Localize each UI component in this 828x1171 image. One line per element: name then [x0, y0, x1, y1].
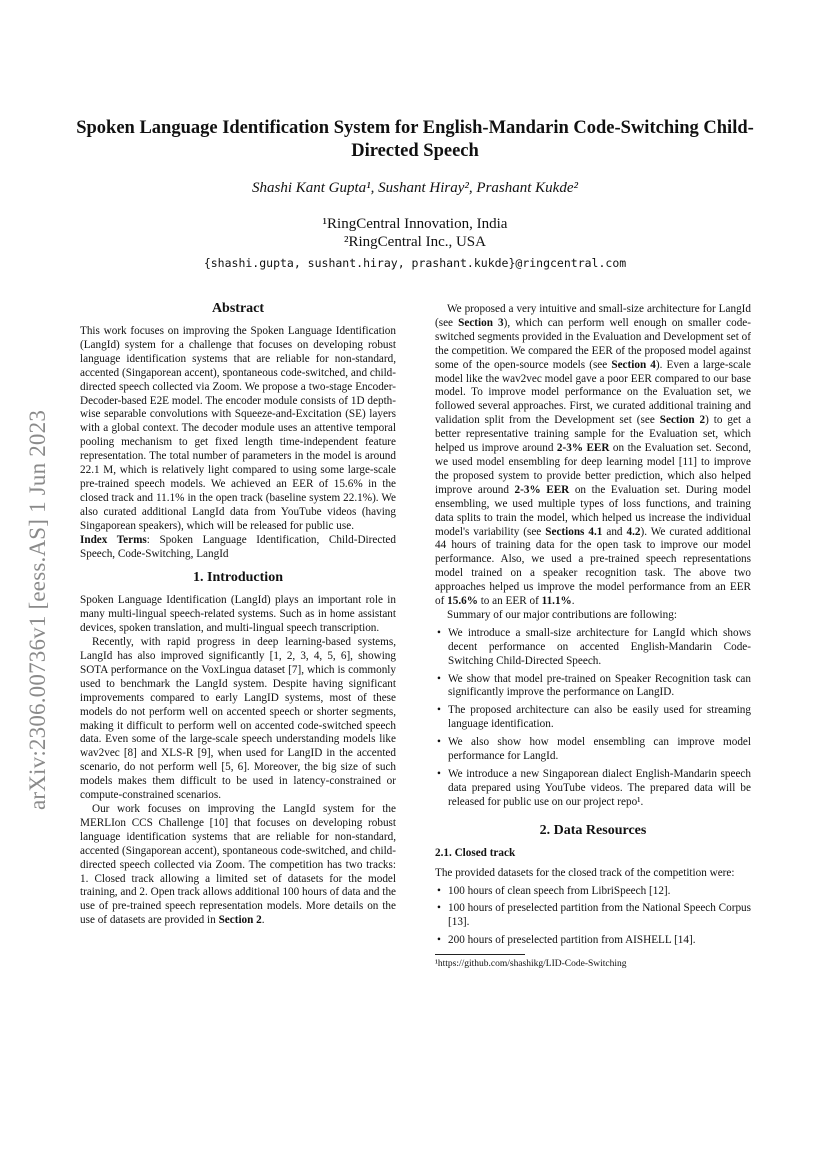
author-emails: {shashi.gupta, sushant.hiray, prashant.kukde}@ringcentral.com: [203, 256, 627, 270]
index-terms: [80, 534, 396, 562]
affiliation-1: ¹RingCentral Innovation, India: [322, 216, 508, 232]
affiliations: [70, 215, 760, 251]
abstract-text: This work focuses on improving the Spoken Language Identification (LangId) system for a challenge that focuses on developing robust language identification systems that are reliable for non-standard, accented (Singaporean accent), spontaneous code-switched, and child-directed speech collected via Zoom. We propose a two-stage Encoder-Decoder-based E2E model. The encoder module consists of 1D depth-wise separable convolutions with Squeeze-and-Excitation (SE) layers with a global context. The decoder module uses an attentive temporal pooling mechanism to get fixed length time-independent feature representation. The total number of parameters in the model is around 22.1 M, which is relatively light compared to using some large-scale pre-trained speech models. We achieved an EER of 15.6% in the closed track and 11.1% in the open track (baseline system 22.1%). We also curated additional LangId data from YouTube videos (having Singaporean speakers), which will be released for public use.: [80, 325, 396, 532]
list-item: • The proposed architecture can also be easily used for streaming language identification.: [448, 704, 751, 732]
intro-paragraph-3: Our work focuses on improving the LangId system for the MERLIon CCS Challenge [10] that focuses on developing robust language identification systems that are reliable for non-standard, accented (Singaporean accent), spontaneous code-switched, and child-directed speech collected via Zoom. The competition has two tracks: 1. Closed track allowing a limited set of datasets for the model training, and 2. Open track allows additional 100 hours of data and the use of pre-trained speech representation models. More details on the use of datasets are provided in Section 2.: [80, 803, 396, 927]
list-item: • We also show how model ensembling can improve model performance for LangId.: [448, 736, 751, 764]
left-column: [80, 300, 396, 928]
intro-paragraph-1: Spoken Language Identification (LangId) plays an important role in many multi-lingual speech-related systems. Such as in home assistant devices, spoken translation, and multi-lingual speech transcription.: [80, 594, 396, 635]
abstract-heading: Abstract: [211, 301, 265, 316]
index-terms-text: : Spoken Language Identification, Child-Directed Speech, Code-Switching, LangId: [80, 533, 396, 560]
closed-track-text: The provided datasets for the closed track of the competition were:: [435, 866, 735, 879]
list-item: • We introduce a small-size architecture for LangId which shows decent performance on accented English-Mandarin Code-Switching Child-Directed Speech.: [448, 627, 751, 669]
right-column: [435, 303, 751, 972]
closed-track-heading: 2.1. Closed track: [435, 846, 516, 859]
summary-intro: Summary of our major contributions are following:: [447, 608, 677, 621]
list-item: • We introduce a new Singaporean dialect English-Mandarin speech data prepared using YouTube videos. The prepared data will be released for public use on our project repo¹.: [448, 768, 751, 810]
contribution-paragraph: We proposed a very intuitive and small-size architecture for LangId (see Section 3), which can perform well enough on smaller code-switched segments provided in the Evaluation and Development set of the competition. We compared the EER of the proposed model against some of the open-source models (see Section 4). Even a large-scale model like the wav2vec model gave a poor EER compared to our base model. To improve model performance on the Evaluation set, we followed several approaches. First, we curated additional training and validation split from the Development set (see Section 2) to get a better representative training sample for the Evaluation set, which helped us improve around 2-3% EER on the Evaluation set. Second, we used model ensembling for deep learning model [11] to improve the proposed system to provide better prediction, which also helped improve around 2-3% EER on the Evaluation set. During model ensembling, we used multiple types of loss functions, and training data splits to train the model, which helped us increase the individual model's variability (see Sections 4.1 and 4.2). We curated additional 44 hours of training data for the open task to improve our model performance. Also, we used a pre-trained speech representations model trained on a speaker recognition task. The above two approaches helped us improve the model performance from an EER of 15.6% to an EER of 11.1%.: [435, 303, 752, 608]
contributions-list: [435, 627, 751, 810]
author-list: Shashi Kant Gupta¹, Sushant Hiray², Prashant Kukde²: [252, 180, 578, 196]
list-item: • We show that model pre-trained on Speaker Recognition task can significantly improve the performance on LangID.: [448, 673, 751, 701]
index-terms-label: Index Terms: [80, 533, 147, 546]
arxiv-sidebar-stamp: [18, 360, 58, 860]
footnote-rule: [435, 954, 525, 955]
list-item: • 100 hours of preselected partition from the National Speech Corpus [13].: [448, 902, 751, 930]
intro-paragraph-2: Recently, with rapid progress in deep learning-based systems, LangId has also improved significantly [1, 2, 3, 4, 5, 6], showing SOTA performance on the VoxLingua dataset [7], which is commonly used to benchmark the LangId system. Despite having significant improvements compared to early LangID systems, most of these models do not perform well on accented speech or shorter segments, making it difficult to perform well on accented code-switched speech data. Even some of the large-scale speech understanding models like wav2vec [8] and XLS-R [9], when used for LangID in the accented scenario, do not perform well [5, 6]. Moreover, the big size of such models makes them difficult to be used in latency-constrained or compute-constrained scenarios.: [80, 636, 396, 802]
paper-title: Spoken Language Identification System for English-Mandarin Code-Switching Child-Directed Speech: [76, 118, 754, 161]
arxiv-id: arXiv:2306.00736v1 [eess.AS] 1 Jun 2023: [25, 409, 50, 811]
list-item: • 100 hours of clean speech from LibriSpeech [12].: [448, 885, 751, 899]
data-resources-heading: 2. Data Resources: [539, 822, 647, 838]
introduction-heading: 1. Introduction: [193, 570, 283, 586]
affiliation-2: ²RingCentral Inc., USA: [344, 234, 486, 250]
list-item: • 200 hours of preselected partition from AISHELL [14].: [448, 934, 751, 948]
footnote: ¹https://github.com/shashikg/LID-Code-Switching: [435, 959, 627, 970]
closed-track-list: [435, 885, 751, 949]
